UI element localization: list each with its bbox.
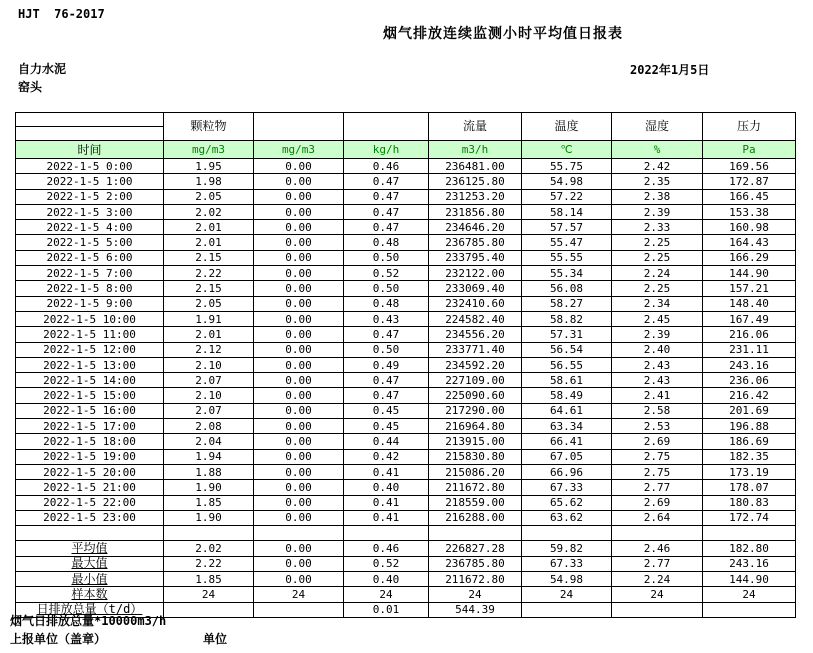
table-row-label: 2022-1-5 9:00: [16, 296, 164, 311]
cell: 2.01: [164, 327, 254, 342]
cell: 236785.80: [429, 235, 522, 250]
cell: 0.40: [344, 480, 429, 495]
cell: 2.75: [612, 464, 703, 479]
cell: 182.35: [703, 449, 796, 464]
cell: 2.24: [612, 572, 703, 587]
cell: 148.40: [703, 296, 796, 311]
cell: 169.56: [703, 159, 796, 174]
cell: 144.90: [703, 572, 796, 587]
cell: 0.42: [344, 449, 429, 464]
cell: 55.55: [522, 250, 612, 265]
summary-row-label: 最大值: [16, 556, 164, 571]
cell: 2.15: [164, 281, 254, 296]
cell: 2.25: [612, 250, 703, 265]
cell: [703, 602, 796, 617]
cell: 54.98: [522, 174, 612, 189]
cell: 234592.20: [429, 357, 522, 372]
cell: 201.69: [703, 403, 796, 418]
cell: 217290.00: [429, 403, 522, 418]
cell: 0.00: [254, 373, 344, 388]
cell: 166.29: [703, 250, 796, 265]
cell: 2.34: [612, 296, 703, 311]
corner-split-line: [16, 113, 163, 127]
cell: 172.87: [703, 174, 796, 189]
company-name: 自力水泥: [18, 62, 67, 76]
cell: 164.43: [703, 235, 796, 250]
cell: 234556.20: [429, 327, 522, 342]
cell: 1.91: [164, 311, 254, 326]
cell: 2.46: [612, 541, 703, 556]
cell: 2.04: [164, 434, 254, 449]
cell: 66.41: [522, 434, 612, 449]
table-row-label: 2022-1-5 18:00: [16, 434, 164, 449]
cell: 2.53: [612, 419, 703, 434]
table-row: [16, 495, 796, 510]
cell: 24: [254, 587, 344, 602]
cell: 232122.00: [429, 266, 522, 281]
table-row: [16, 342, 796, 357]
table-row-label: 2022-1-5 4:00: [16, 220, 164, 235]
cell: 216.42: [703, 388, 796, 403]
group-header-humidity: 湿度: [612, 113, 703, 141]
cell: 1.85: [164, 572, 254, 587]
cell: 67.33: [522, 480, 612, 495]
table-row-label: 2022-1-5 21:00: [16, 480, 164, 495]
cell: 225090.60: [429, 388, 522, 403]
table-row: [16, 296, 796, 311]
group-header-row: [16, 113, 796, 141]
cell: 2.05: [164, 296, 254, 311]
cell: [703, 526, 796, 541]
cell: 24: [164, 587, 254, 602]
table-row: [16, 235, 796, 250]
summary-row: [16, 541, 796, 556]
cell: 0.47: [344, 327, 429, 342]
cell: [164, 526, 254, 541]
table-row-label: 2022-1-5 15:00: [16, 388, 164, 403]
cell: 58.61: [522, 373, 612, 388]
cell: 2.38: [612, 189, 703, 204]
table-row: [16, 357, 796, 372]
cell: 216288.00: [429, 510, 522, 525]
cell: 67.05: [522, 449, 612, 464]
table-row-label: 2022-1-5 1:00: [16, 174, 164, 189]
cell: 2.10: [164, 388, 254, 403]
cell: 0.47: [344, 189, 429, 204]
cell: 0.00: [254, 388, 344, 403]
cell: 2.35: [612, 174, 703, 189]
data-rows: [16, 159, 796, 618]
group-header-empty-2: [344, 113, 429, 141]
cell: 215086.20: [429, 464, 522, 479]
summary-row: [16, 572, 796, 587]
table-row: [16, 220, 796, 235]
cell: 24: [703, 587, 796, 602]
cell: 216964.80: [429, 419, 522, 434]
unit-pa: Pa: [703, 141, 796, 159]
table-row: [16, 464, 796, 479]
cell: 24: [522, 587, 612, 602]
cell: 1.98: [164, 174, 254, 189]
cell: 56.55: [522, 357, 612, 372]
cell: 2.40: [612, 342, 703, 357]
cell: 233771.40: [429, 342, 522, 357]
cell: 0.52: [344, 556, 429, 571]
cell: 63.34: [522, 419, 612, 434]
cell: 2.77: [612, 556, 703, 571]
table-row-label: 2022-1-5 23:00: [16, 510, 164, 525]
cell: 0.52: [344, 266, 429, 281]
table-row: [16, 373, 796, 388]
cell: 2.25: [612, 235, 703, 250]
cell: 64.61: [522, 403, 612, 418]
cell: 0.00: [254, 235, 344, 250]
cell: 236125.80: [429, 174, 522, 189]
cell: 0.50: [344, 342, 429, 357]
cell: 173.19: [703, 464, 796, 479]
cell: 231.11: [703, 342, 796, 357]
cell: 2.42: [612, 159, 703, 174]
cell: 55.75: [522, 159, 612, 174]
cell: 0.00: [254, 480, 344, 495]
cell: 0.44: [344, 434, 429, 449]
table-row: [16, 434, 796, 449]
cell: 0.43: [344, 311, 429, 326]
cell: 2.39: [612, 204, 703, 219]
unit-celsius: ℃: [522, 141, 612, 159]
cell: [429, 526, 522, 541]
cell: 2.45: [612, 311, 703, 326]
cell: 2.12: [164, 342, 254, 357]
spacer-row: [16, 526, 796, 541]
summary-row-label: 平均值: [16, 541, 164, 556]
units-header-row: [16, 141, 796, 159]
table-row: [16, 204, 796, 219]
cell: 243.16: [703, 357, 796, 372]
cell: 2.69: [612, 434, 703, 449]
cell: 0.00: [254, 449, 344, 464]
cell: 1.85: [164, 495, 254, 510]
cell: 2.01: [164, 220, 254, 235]
cell: 57.31: [522, 327, 612, 342]
cell: 2.64: [612, 510, 703, 525]
cell: 0.00: [254, 250, 344, 265]
table-row-label: 2022-1-5 13:00: [16, 357, 164, 372]
summary-row: [16, 556, 796, 571]
cell: 0.00: [254, 403, 344, 418]
table-row-label: 2022-1-5 10:00: [16, 311, 164, 326]
cell: 0.47: [344, 174, 429, 189]
cell: [254, 602, 344, 617]
group-header-empty-1: [254, 113, 344, 141]
cell: 236481.00: [429, 159, 522, 174]
cell: 2.05: [164, 189, 254, 204]
table-row: [16, 266, 796, 281]
spacer-row-label: [16, 526, 164, 541]
table-row: [16, 419, 796, 434]
cell: 0.00: [254, 311, 344, 326]
table-row: [16, 281, 796, 296]
cell: 0.48: [344, 296, 429, 311]
cell: 211672.80: [429, 480, 522, 495]
cell: 2.43: [612, 357, 703, 372]
cell: 0.00: [254, 204, 344, 219]
table-row: [16, 510, 796, 525]
cell: 234646.20: [429, 220, 522, 235]
cell: 0.00: [254, 495, 344, 510]
table-row-label: 2022-1-5 3:00: [16, 204, 164, 219]
cell: 55.34: [522, 266, 612, 281]
cell: 0.00: [254, 159, 344, 174]
table-row: [16, 250, 796, 265]
cell: 2.25: [612, 281, 703, 296]
cell: 2.41: [612, 388, 703, 403]
cell: 1.90: [164, 480, 254, 495]
group-header-temperature: 温度: [522, 113, 612, 141]
cell: 243.16: [703, 556, 796, 571]
cell: 0.41: [344, 510, 429, 525]
table-row-label: 2022-1-5 6:00: [16, 250, 164, 265]
cell: [522, 526, 612, 541]
table-row-label: 2022-1-5 8:00: [16, 281, 164, 296]
footer-report-unit: 上报单位（盖章）: [10, 632, 107, 646]
table-row-label: 2022-1-5 20:00: [16, 464, 164, 479]
cell: 1.88: [164, 464, 254, 479]
cell: 2.08: [164, 419, 254, 434]
cell: 153.38: [703, 204, 796, 219]
cell: 56.08: [522, 281, 612, 296]
cell: 0.46: [344, 159, 429, 174]
cell: 1.95: [164, 159, 254, 174]
cell: 224582.40: [429, 311, 522, 326]
cell: [612, 526, 703, 541]
cell: 167.49: [703, 311, 796, 326]
report-date: 2022年1月5日: [630, 63, 710, 77]
group-header-flow: 流量: [429, 113, 522, 141]
cell: 0.00: [254, 556, 344, 571]
cell: 0.47: [344, 388, 429, 403]
cell: 178.07: [703, 480, 796, 495]
table-row: [16, 403, 796, 418]
cell: 24: [429, 587, 522, 602]
cell: 2.77: [612, 480, 703, 495]
cell: 2.69: [612, 495, 703, 510]
cell: 0.00: [254, 464, 344, 479]
cell: 182.80: [703, 541, 796, 556]
cell: 65.62: [522, 495, 612, 510]
table-row-label: 2022-1-5 7:00: [16, 266, 164, 281]
cell: 58.49: [522, 388, 612, 403]
cell: 2.01: [164, 235, 254, 250]
cell: 196.88: [703, 419, 796, 434]
cell: 63.62: [522, 510, 612, 525]
cell: 2.43: [612, 373, 703, 388]
corner-split-cell: [16, 113, 164, 141]
cell: 213915.00: [429, 434, 522, 449]
cell: 236785.80: [429, 556, 522, 571]
monitoring-point: 窑头: [18, 80, 43, 94]
cell: 0.00: [254, 189, 344, 204]
time-column-label: 时间: [16, 141, 164, 159]
group-header-particulate: 颗粒物: [164, 113, 254, 141]
cell: 544.39: [429, 602, 522, 617]
cell: 0.47: [344, 204, 429, 219]
cell: 57.22: [522, 189, 612, 204]
cell: 2.33: [612, 220, 703, 235]
cell: 0.41: [344, 464, 429, 479]
cell: 57.57: [522, 220, 612, 235]
cell: 67.33: [522, 556, 612, 571]
cell: [344, 526, 429, 541]
cell: 0.50: [344, 250, 429, 265]
cell: 2.10: [164, 357, 254, 372]
cell: 211672.80: [429, 572, 522, 587]
cell: 0.41: [344, 495, 429, 510]
table-row: [16, 480, 796, 495]
cell: 2.02: [164, 541, 254, 556]
cell: 0.46: [344, 541, 429, 556]
cell: 0.48: [344, 235, 429, 250]
table-row-label: 2022-1-5 5:00: [16, 235, 164, 250]
cell: 58.14: [522, 204, 612, 219]
cell: 0.00: [254, 434, 344, 449]
page-title: 烟气排放连续监测小时平均值日报表: [383, 26, 623, 42]
cell: 172.74: [703, 510, 796, 525]
cell: 231253.20: [429, 189, 522, 204]
cell: 144.90: [703, 266, 796, 281]
table-row: [16, 159, 796, 174]
cell: 66.96: [522, 464, 612, 479]
table-row-label: 2022-1-5 12:00: [16, 342, 164, 357]
unit-mg-m3-b: mg/m3: [254, 141, 344, 159]
cell: 2.22: [164, 556, 254, 571]
table-row: [16, 189, 796, 204]
cell: [164, 602, 254, 617]
cell: 0.47: [344, 220, 429, 235]
cell: 0.00: [254, 174, 344, 189]
cell: 2.02: [164, 204, 254, 219]
cell: [612, 602, 703, 617]
cell: 0.40: [344, 572, 429, 587]
cell: 56.54: [522, 342, 612, 357]
cell: 180.83: [703, 495, 796, 510]
table-row-label: 2022-1-5 17:00: [16, 419, 164, 434]
standard-code: HJT 76-2017: [18, 7, 105, 21]
cell: 59.82: [522, 541, 612, 556]
cell: 2.07: [164, 403, 254, 418]
table-row: [16, 311, 796, 326]
cell: 231856.80: [429, 204, 522, 219]
cell: 54.98: [522, 572, 612, 587]
cell: 1.94: [164, 449, 254, 464]
cell: 24: [612, 587, 703, 602]
cell: 0.00: [254, 541, 344, 556]
cell: 58.27: [522, 296, 612, 311]
cell: 233795.40: [429, 250, 522, 265]
footer-unit: 单位: [203, 632, 228, 646]
cell: 233069.40: [429, 281, 522, 296]
cell: 0.00: [254, 296, 344, 311]
cell: 216.06: [703, 327, 796, 342]
cell: 0.00: [254, 281, 344, 296]
cell: 2.22: [164, 266, 254, 281]
cell: 0.45: [344, 419, 429, 434]
cell: 2.39: [612, 327, 703, 342]
cell: 226827.28: [429, 541, 522, 556]
cell: 186.69: [703, 434, 796, 449]
unit-kg-h: kg/h: [344, 141, 429, 159]
cell: 232410.60: [429, 296, 522, 311]
unit-percent: %: [612, 141, 703, 159]
group-header-pressure: 压力: [703, 113, 796, 141]
table-row: [16, 174, 796, 189]
table-row-label: 2022-1-5 19:00: [16, 449, 164, 464]
unit-m3-h: m3/h: [429, 141, 522, 159]
cell: 0.00: [254, 327, 344, 342]
report-table: [15, 112, 796, 618]
cell: 157.21: [703, 281, 796, 296]
cell: 0.00: [254, 357, 344, 372]
cell: 0.00: [254, 220, 344, 235]
cell: 215830.80: [429, 449, 522, 464]
table-row: [16, 449, 796, 464]
summary-row-label: 最小值: [16, 572, 164, 587]
cell: [522, 602, 612, 617]
table-row-label: 2022-1-5 2:00: [16, 189, 164, 204]
cell: 55.47: [522, 235, 612, 250]
footer-note: 烟气日排放总量*10000m3/h: [10, 614, 167, 628]
cell: 2.15: [164, 250, 254, 265]
cell: 0.49: [344, 357, 429, 372]
cell: 2.75: [612, 449, 703, 464]
table-row: [16, 327, 796, 342]
table-row-label: 2022-1-5 0:00: [16, 159, 164, 174]
cell: 218559.00: [429, 495, 522, 510]
summary-row-label: 样本数: [16, 587, 164, 602]
table-row-label: 2022-1-5 14:00: [16, 373, 164, 388]
cell: 227109.00: [429, 373, 522, 388]
cell: 58.82: [522, 311, 612, 326]
summary-row: [16, 587, 796, 602]
cell: 166.45: [703, 189, 796, 204]
summary-row-label: 日排放总量（t/d）: [16, 602, 164, 617]
cell: 0.47: [344, 373, 429, 388]
cell: 2.24: [612, 266, 703, 281]
cell: 0.00: [254, 510, 344, 525]
cell: 0.50: [344, 281, 429, 296]
cell: 0.45: [344, 403, 429, 418]
cell: 0.00: [254, 266, 344, 281]
cell: 160.98: [703, 220, 796, 235]
cell: 1.90: [164, 510, 254, 525]
cell: 0.00: [254, 419, 344, 434]
cell: 2.58: [612, 403, 703, 418]
cell: 2.07: [164, 373, 254, 388]
cell: 0.00: [254, 342, 344, 357]
table-row-label: 2022-1-5 22:00: [16, 495, 164, 510]
table-row-label: 2022-1-5 11:00: [16, 327, 164, 342]
table-row-label: 2022-1-5 16:00: [16, 403, 164, 418]
table-row: [16, 388, 796, 403]
cell: 24: [344, 587, 429, 602]
cell: 236.06: [703, 373, 796, 388]
cell: 0.01: [344, 602, 429, 617]
cell: 0.00: [254, 572, 344, 587]
unit-mg-m3-a: mg/m3: [164, 141, 254, 159]
cell: [254, 526, 344, 541]
